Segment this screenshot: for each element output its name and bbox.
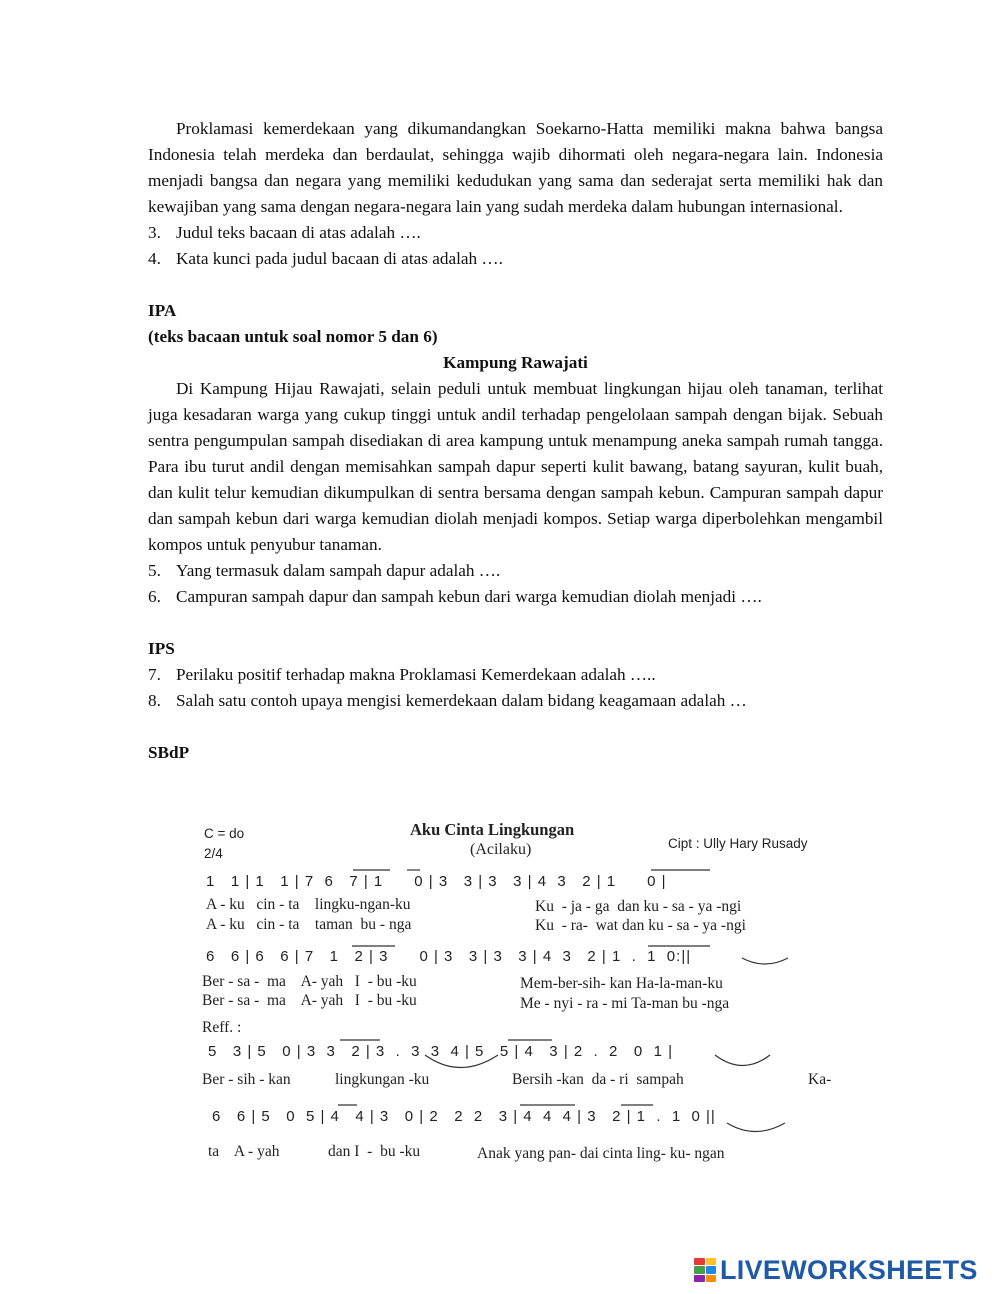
song-row-1-lyrics: A - ku cin - ta lingku-ngan-ku xyxy=(206,896,411,913)
question-number: 6. xyxy=(148,587,161,606)
logo-icon xyxy=(694,1258,716,1282)
song-sheet xyxy=(190,818,850,1178)
song-subtitle: (Acilaku) xyxy=(470,841,532,858)
logo-text: LIVEWORKSHEETS xyxy=(720,1254,978,1285)
question-text: Perilaku positif terhadap makna Proklamasi Kemerdekaan adalah ….. xyxy=(176,665,656,684)
song-row-2-lyrics: Ber - sa - ma A- yah I - bu -ku xyxy=(202,992,417,1009)
song-title: Aku Cinta Lingkungan xyxy=(410,820,575,839)
question-text: Yang termasuk dalam sampah dapur adalah …. xyxy=(176,561,501,580)
question-3 xyxy=(148,220,883,246)
song-meter: 2/4 xyxy=(204,846,223,861)
question-number: 3. xyxy=(148,223,161,242)
sbdp-heading: SBdP xyxy=(148,743,190,762)
song-key: C = do xyxy=(204,826,245,841)
question-number: 4. xyxy=(148,249,161,268)
question-number: 7. xyxy=(148,665,161,684)
song-row-3-lyrics: lingkungan -ku xyxy=(335,1071,430,1088)
question-text: Salah satu contoh upaya mengisi kemerdekaan dalam bidang keagamaan adalah … xyxy=(176,691,747,710)
song-row-3-notes: 5 3 | 5 0 | 3 3 2 | 3 . 3 3 4 | 5 5 | 4 3 | 2 . 2 0 1 | xyxy=(208,1043,673,1060)
song-row-3-lyrics: Ka- xyxy=(808,1071,832,1088)
song-row-3-lyrics: Bersih -kan da - ri sampah xyxy=(512,1071,684,1088)
song-composer: Cipt : Ully Hary Rusady xyxy=(668,836,808,851)
question-7 xyxy=(148,662,883,688)
song-row-1-lyrics: Ku - ra- wat dan ku - sa - ya -ngi xyxy=(535,917,746,934)
question-text: Judul teks bacaan di atas adalah …. xyxy=(176,223,421,242)
song-row-2-notes: 6 6 | 6 6 | 7 1 2 | 3 0 | 3 3 | 3 3 | 4 3 2 | 1 . 1 0:|| xyxy=(206,948,692,965)
question-6 xyxy=(148,584,883,610)
ipa-note: (teks bacaan untuk soal nomor 5 dan 6) xyxy=(148,327,438,346)
song-row-4-lyrics: ta A - yah xyxy=(208,1143,280,1160)
song-reff-label: Reff. : xyxy=(202,1019,242,1036)
song-row-2-lyrics: Me - nyi - ra - mi Ta-man bu -nga xyxy=(520,995,730,1012)
question-number: 8. xyxy=(148,691,161,710)
song-row-4-lyrics: Anak yang pan- dai cinta ling- ku- ngan xyxy=(477,1145,725,1162)
song-row-1-lyrics: A - ku cin - ta taman bu - nga xyxy=(206,916,412,933)
song-row-3-lyrics: Ber - sih - kan xyxy=(202,1071,291,1088)
ipa-text-title: Kampung Rawajati xyxy=(443,353,588,372)
song-row-2-lyrics: Ber - sa - ma A- yah I - bu -ku xyxy=(202,973,417,990)
question-8 xyxy=(148,688,883,714)
question-number: 5. xyxy=(148,561,161,580)
question-text: Campuran sampah dapur dan sampah kebun dari warga kemudian diolah menjadi …. xyxy=(176,587,762,606)
song-row-1-lyrics: Ku - ja - ga dan ku - sa - ya -ngi xyxy=(535,898,742,915)
liveworksheets-logo xyxy=(694,1254,978,1286)
song-row-4-lyrics: dan I - bu -ku xyxy=(328,1143,421,1160)
question-text: Kata kunci pada judul bacaan di atas adalah …. xyxy=(176,249,503,268)
song-row-2-lyrics: Mem-ber-sih- kan Ha-la-man-ku xyxy=(520,975,723,992)
question-4 xyxy=(148,246,883,272)
ipa-paragraph: Di Kampung Hijau Rawajati, selain peduli untuk membuat lingkungan hijau oleh tanaman, terlihat juga kesadaran warga yang cukup tinggi untuk andil terhadap pengelolaan sampah dengan bijak. Sebuah sentra pengumpulan sampah disediakan di area kampung untuk menampung aneka sampah rumah tangga. Para ibu turut andil dengan memisahkan sampah dapur seperti kulit bawang, batang sayuran, kulit buah, dan kulit telur kemudian dikumpulkan di sentra bersama dengan sampah kebun. Campuran sampah dapur dan sampah kebun dari warga kemudian diolah menjadi kompos. Setiap warga diperbolehkan mengambil kompos untuk penyubur tanaman. xyxy=(148,379,883,554)
intro-paragraph: Proklamasi kemerdekaan yang dikumandangkan Soekarno-Hatta memiliki makna bahwa bangsa Indonesia telah merdeka dan berdaulat, sehingga wajib dihormati oleh negara-negara lain. Indonesia menjadi bangsa dan negara yang memiliki kedudukan yang sama dan sederajat serta memiliki hak dan kewajiban yang sama dengan negara-negara lain yang sudah merdeka dalam hubungan internasional. xyxy=(148,119,883,216)
song-row-4-notes: 6 6 | 5 0 5 | 4 4 | 3 0 | 2 2 2 3 | 4 4 4 | 3 2 | 1 . 1 0 || xyxy=(212,1108,716,1125)
song-row-1-notes: 1 1 | 1 1 | 7 6 7 | 1 0 | 3 3 | 3 3 | 4 3 2 | 1 0 | xyxy=(206,873,667,890)
ipa-heading: IPA xyxy=(148,301,177,320)
ips-heading: IPS xyxy=(148,639,175,658)
worksheet-page xyxy=(148,116,883,766)
question-5 xyxy=(148,558,883,584)
